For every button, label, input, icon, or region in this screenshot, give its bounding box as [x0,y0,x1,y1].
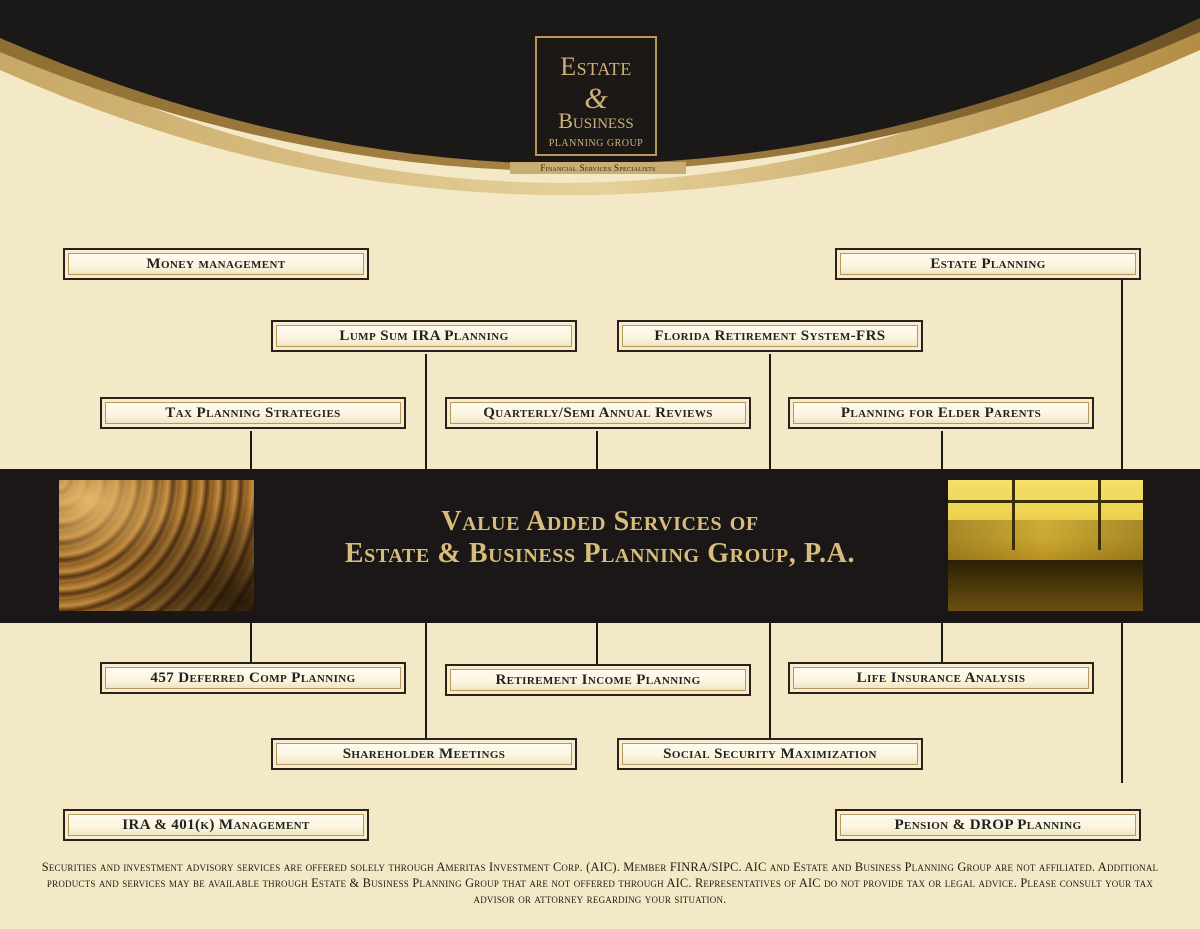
legal-disclaimer: Securities and investment advisory services are offered solely through Ameritas Investment Corp. (AIC). Member FINRA/SIPC. AIC and Estate and Business Planning Group are not affiliated. Additional products and services may be available through Estate & Business Planning Group that are not offered through AIC. Representatives of AIC do not provide tax or legal advice. Please consult your tax advisor or attorney regarding your situation. [41,860,1159,906]
window-crossbar [948,500,1143,503]
skyline-silhouette [948,520,1143,560]
page-title-line2: Estate & Business Planning Group, P.A. [344,538,856,569]
window-frame [1012,480,1015,550]
window-frame [1098,480,1101,550]
connector-line [1121,280,1123,469]
service-457-deferred-comp: 457 Deferred Comp Planning [100,662,406,694]
service-pension-drop-planning: Pension & DROP Planning [835,809,1141,841]
connector-line [941,623,943,662]
connector-line [425,623,427,738]
connector-line [250,431,252,469]
service-florida-retirement-system: Florida Retirement System-FRS [617,320,923,352]
company-logo [535,36,657,156]
logo-tagline: Financial Services Specialists [510,162,686,174]
rotunda-photo-shade [59,480,254,611]
connector-line [425,354,427,469]
service-ira-401k-management: IRA & 401(k) Management [63,809,369,841]
service-planning-elder-parents: Planning for Elder Parents [788,397,1094,429]
service-life-insurance-analysis: Life Insurance Analysis [788,662,1094,694]
service-quarterly-reviews: Quarterly/Semi Annual Reviews [445,397,751,429]
service-estate-planning: Estate Planning [835,248,1141,280]
logo-text-estate: Estate [560,52,632,81]
service-retirement-income-planning: Retirement Income Planning [445,664,751,696]
connector-line [941,431,943,469]
connector-line [596,431,598,469]
service-shareholder-meetings: Shareholder Meetings [271,738,577,770]
logo-text-ampersand: & [584,82,608,115]
page-title-line1: Value Added Services of [441,506,759,537]
connector-line [769,354,771,469]
connector-line [769,623,771,738]
service-social-security-maximization: Social Security Maximization [617,738,923,770]
connector-line [250,623,252,662]
connector-line [596,623,598,664]
office-floor [948,560,1143,611]
connector-line [1121,623,1123,783]
service-tax-planning-strategies: Tax Planning Strategies [100,397,406,429]
logo-text-subtitle: PLANNING GROUP [548,138,644,149]
logo-text-business: Business [558,108,634,133]
service-lump-sum-ira-planning: Lump Sum IRA Planning [271,320,577,352]
service-money-management: Money management [63,248,369,280]
office-skyline-photo [948,480,1143,611]
